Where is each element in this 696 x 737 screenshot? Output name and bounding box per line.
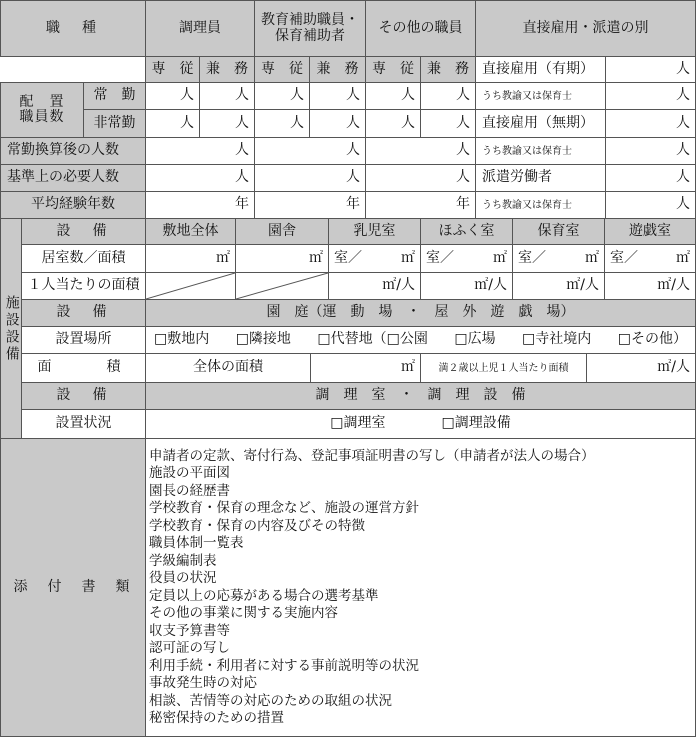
checkbox-other[interactable]: □その他） — [617, 331, 687, 348]
category-other: その他の職員 — [365, 0, 476, 57]
dispatched-teacher-field[interactable]: 人 — [605, 191, 696, 219]
crawling-room-per-person-field[interactable]: ㎡/人 — [420, 272, 513, 300]
cook-required-field[interactable]: 人 — [145, 164, 255, 192]
infant-room-per-person-field[interactable]: ㎡/人 — [328, 272, 421, 300]
staff-count-label: 配 置 職員数 — [0, 82, 84, 138]
attachment-item: 秘密保持のための措置 — [149, 710, 284, 726]
attachment-item: 相談、苦情等の対応のための取組の状況 — [149, 692, 392, 709]
assistant-fulltime-concurrent-field[interactable]: 人 — [309, 82, 366, 110]
other-experience-field[interactable]: 年 — [365, 191, 476, 219]
converted-count-label: 常勤換算後の人数 — [0, 137, 146, 165]
other-fulltime-concurrent-field[interactable]: 人 — [420, 82, 476, 110]
unit-m2: ㎡ — [401, 249, 415, 266]
per-person-area-label: １人当たりの面積 — [21, 272, 146, 300]
checkbox-kitchen-equipment[interactable]: □調理設備 — [441, 415, 511, 432]
job-type-header: 職 種 — [0, 0, 146, 57]
sub-header-dedicated: 専 従 — [365, 56, 421, 83]
nursery-room-per-person-field[interactable]: ㎡/人 — [512, 272, 605, 300]
infant-room-area-field[interactable] — [328, 244, 421, 273]
direct-fixed-term-teacher-label: うち教諭又は保育士 — [475, 82, 606, 110]
other-parttime-concurrent-field[interactable]: 人 — [420, 109, 476, 138]
location-options — [145, 326, 696, 354]
unit-room: 室／ — [334, 249, 362, 266]
site-per-person-na — [145, 272, 236, 300]
installation-status-options — [145, 409, 696, 439]
sub-header-concurrent: 兼 務 — [420, 56, 476, 83]
sub-header-concurrent: 兼 務 — [199, 56, 255, 83]
dispatched-label: 派遣労働者 — [475, 164, 606, 192]
unit-m2: ㎡ — [309, 249, 323, 266]
attachment-item: その他の事業に関する実施内容 — [149, 605, 338, 621]
cook-parttime-concurrent-field[interactable]: 人 — [199, 109, 255, 138]
assistant-experience-field[interactable]: 年 — [254, 191, 366, 219]
assistant-parttime-concurrent-field[interactable]: 人 — [309, 109, 366, 138]
cook-experience-field[interactable]: 年 — [145, 191, 255, 219]
assistant-parttime-dedicated-field[interactable]: 人 — [254, 109, 310, 138]
attachments-list — [145, 438, 696, 737]
checkbox-on-site[interactable]: □敷地内 — [154, 331, 210, 348]
direct-fixed-term-label: 直接雇用（有期） — [475, 56, 606, 83]
unit-m2: ㎡ — [585, 249, 599, 266]
attachment-item: 園長の経歴書 — [149, 482, 230, 499]
assistant-fulltime-dedicated-field[interactable]: 人 — [254, 82, 310, 110]
fulltime-label: 常 勤 — [83, 82, 146, 110]
direct-permanent-teacher-field[interactable]: 人 — [605, 137, 696, 165]
cook-fulltime-dedicated-field[interactable]: 人 — [145, 82, 200, 110]
unit-room: 室／ — [610, 249, 638, 266]
checkbox-kitchen-room[interactable]: □調理室 — [330, 415, 386, 432]
other-required-field[interactable]: 人 — [365, 164, 476, 192]
equipment-header: 設 備 — [21, 218, 146, 245]
sub-header-concurrent: 兼 務 — [309, 56, 366, 83]
kitchen-equipment-header: 設 備 — [21, 382, 146, 410]
unit-m2: ㎡ — [676, 249, 690, 266]
rooms-area-label: 居室数／面積 — [21, 244, 146, 273]
checkbox-temple-grounds[interactable]: □寺社境内 — [522, 331, 592, 348]
attachment-item: 利用手続・利用者に対する事前説明等の状況 — [149, 657, 419, 674]
dispatched-teacher-label: うち教諭又は保育士 — [475, 191, 606, 219]
hire-type-header: 直接雇用・派遣の別 — [475, 0, 696, 57]
col-play-room: 遊戯室 — [604, 218, 696, 245]
attachment-item: 学級編制表 — [149, 552, 217, 569]
unit-room: 室／ — [426, 249, 454, 266]
assistant-converted-field[interactable]: 人 — [254, 137, 366, 165]
location-label: 設置場所 — [21, 326, 146, 354]
direct-fixed-term-teacher-field[interactable]: 人 — [605, 82, 696, 110]
attachment-item: 施設の平面図 — [149, 465, 230, 481]
play-room-area-field[interactable] — [604, 244, 696, 273]
checkbox-adjacent[interactable]: □隣接地 — [235, 331, 291, 348]
building-area-field[interactable] — [235, 244, 329, 273]
assistant-required-field[interactable]: 人 — [254, 164, 366, 192]
direct-fixed-term-field[interactable]: 人 — [605, 56, 696, 83]
sub-header-dedicated: 専 従 — [145, 56, 200, 83]
parttime-label: 非常勤 — [83, 109, 146, 138]
site-area-field[interactable] — [145, 244, 236, 273]
other-fulltime-dedicated-field[interactable]: 人 — [365, 82, 421, 110]
total-area-field[interactable] — [310, 353, 421, 383]
per-child-area-field[interactable]: ㎡/人 — [586, 353, 696, 383]
building-per-person-na — [235, 272, 329, 300]
category-cook: 調理員 — [145, 0, 255, 57]
play-room-per-person-field[interactable]: ㎡/人 — [604, 272, 696, 300]
unit-m2: ㎡ — [493, 249, 507, 266]
garden-equipment-header: 設 備 — [21, 299, 146, 327]
garden-title: 園 庭（運 動 場 ・ 屋 外 遊 戯 場） — [145, 299, 696, 327]
attachment-item: 職員体制一覧表 — [149, 535, 244, 551]
checkbox-square[interactable]: □広場 — [454, 331, 496, 348]
other-converted-field[interactable]: 人 — [365, 137, 476, 165]
col-building: 園舎 — [235, 218, 329, 245]
diagonal-slash — [146, 273, 235, 299]
area-label: 面 積 — [21, 353, 146, 383]
total-area-label: 全体の面積 — [145, 353, 311, 383]
attachment-item: 申請者の定款、寄付行為、登記事項証明書の写し（申請者が法人の場合） — [149, 447, 595, 464]
diagonal-slash — [236, 273, 328, 299]
cook-converted-field[interactable]: 人 — [145, 137, 255, 165]
direct-permanent-teacher-label: うち教諭又は保育士 — [475, 137, 606, 165]
per-child-area-label: 満２歳以上児１人当たり面積 — [420, 353, 587, 383]
kitchen-title: 調 理 室 ・ 調 理 設 備 — [145, 382, 696, 410]
col-crawling-room: ほふく室 — [420, 218, 513, 245]
attachment-item: 収支予算書等 — [149, 622, 230, 639]
unit-room: 室／ — [518, 249, 546, 266]
dispatched-field[interactable]: 人 — [605, 164, 696, 192]
direct-permanent-label: 直接雇用（無期） — [475, 109, 606, 138]
nursery-room-area-field[interactable] — [512, 244, 605, 273]
attachment-item: 学校教育・保育の内容及びその特徴 — [149, 517, 365, 534]
attachment-item: 事故発生時の対応 — [149, 675, 257, 691]
attachment-item: 役員の状況 — [149, 570, 217, 586]
attachment-item: 学校教育・保育の理念など、施設の運営方針 — [149, 500, 419, 516]
direct-permanent-field[interactable]: 人 — [605, 109, 696, 138]
unit-m2: ㎡ — [401, 359, 415, 376]
crawling-room-area-field[interactable] — [420, 244, 513, 273]
required-count-label: 基準上の必要人数 — [0, 164, 146, 192]
attachment-item: 定員以上の応募がある場合の選考基準 — [149, 587, 379, 604]
other-parttime-dedicated-field[interactable]: 人 — [365, 109, 421, 138]
attachment-item: 認可証の写し — [149, 640, 230, 656]
cook-fulltime-concurrent-field[interactable]: 人 — [199, 82, 255, 110]
installation-status-label: 設置状況 — [21, 409, 146, 439]
facilities-side-label: 施設設備 — [0, 218, 22, 439]
col-infant-room: 乳児室 — [328, 218, 421, 245]
checkbox-substitute-park[interactable]: □代替地（□公園 — [317, 331, 428, 348]
col-nursery-room: 保育室 — [512, 218, 605, 245]
category-assistant: 教育補助職員・保育補助者 — [254, 0, 366, 57]
col-site-whole: 敷地全体 — [145, 218, 236, 245]
cook-parttime-dedicated-field[interactable]: 人 — [145, 109, 200, 138]
experience-years-label: 平均経験年数 — [0, 191, 146, 219]
unit-m2: ㎡ — [216, 249, 230, 266]
attachments-label: 添 付 書 類 — [0, 438, 146, 737]
sub-header-dedicated: 専 従 — [254, 56, 310, 83]
